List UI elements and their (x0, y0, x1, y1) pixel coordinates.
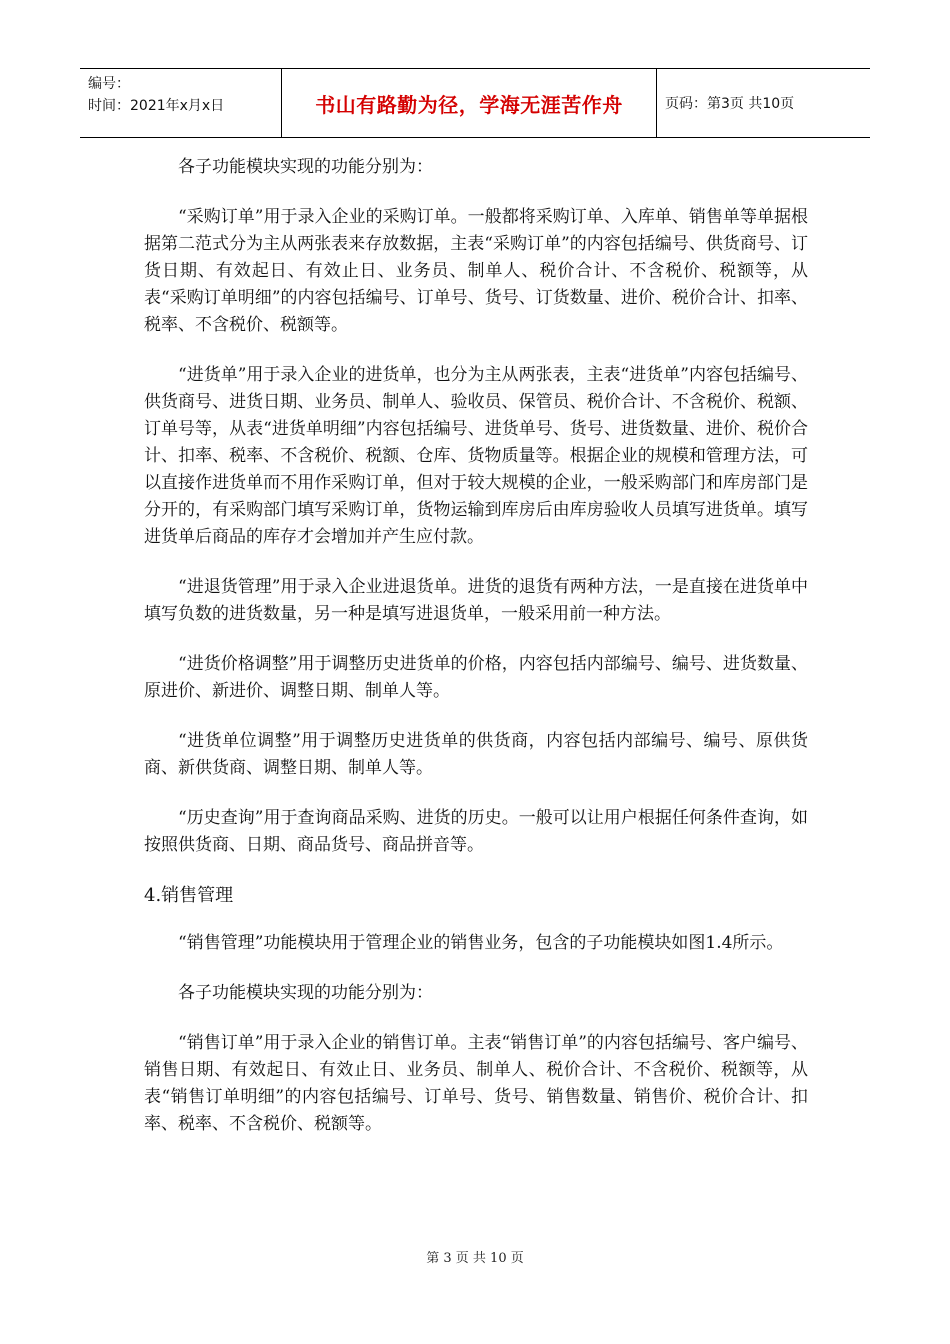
paragraph-goods-receipt: “进货单”用于录入企业的进货单，也分为主从两张表，主表“进货单”内容包括编号、供货商号、进货日期、业务员、制单人、验收员、保管员、税价合计、不含税价、税额、订单号等，从表“进货单明细”内容包括编号、进货单号、货号、进货数量、进价、税价合计、扣率、税率、不含税价、税额、仓库、货物质量等。根据企业的规模和管理方法，可以直接作进货单而不用作采购订单，但对于较大规模的企业，一般采购部门和库房部门是分开的，有采购部门填写采购订单，货物运输到库房后由库房验收人员填写进货单。填写进货单后商品的库存才会增加并产生应付款。 (144, 365, 808, 547)
document-time-label: 时间：2021年x月x日 (88, 98, 225, 114)
paragraph-sales-order: “销售订单”用于录入企业的销售订单。主表“销售订单”的内容包括编号、客户编号、销售日期、有效起日、有效止日、业务员、制单人、税价合计、不含税价、税额等，从表“销售订单明细”的内容包括编号、订单号、货号、销售数量、销售价、税价合计、扣率、税率、不含税价、税额等。 (144, 1033, 808, 1134)
paragraph-price-adjustment: “进货价格调整”用于调整历史进货单的价格，内容包括内部编号、编号、进货数量、原进价、新进价、调整日期、制单人等。 (144, 654, 808, 701)
paragraph-purchase-order: “采购订单”用于录入企业的采购订单。一般都将采购订单、入库单、销售单等单据根据第二范式分为主从两张表来存放数据，主表“采购订单”的内容包括编号、供货商号、订货日期、有效起日、有效止日、业务员、制单人、税价合计、不含税价、税额等，从表“采购订单明细”的内容包括编号、订单号、货号、订货数量、进价、税价合计、扣率、税率、不含税价、税额等。 (144, 207, 808, 335)
paragraph-history-query: “历史查询”用于查询商品采购、进货的历史。一般可以让用户根据任何条件查询，如按照供货商、日期、商品货号、商品拼音等。 (144, 808, 808, 855)
paragraph-purchase-return: “进退货管理”用于录入企业进退货单。进货的退货有两种方法，一是直接在进货单中填写负数的进货数量，另一种是填写进退货单，一般采用前一种方法。 (144, 577, 808, 624)
document-body (144, 154, 808, 1161)
page-header (80, 68, 870, 138)
document-number-label: 编号： (88, 76, 130, 92)
header-meta (80, 69, 282, 137)
section-heading: 4.销售管理 (144, 885, 234, 906)
header-page-info: 页码：第3页 共10页 (665, 96, 795, 112)
paragraph-supplier-adjustment: “进货单位调整”用于调整历史进货单的供货商，内容包括内部编号、编号、原供货商、新供货商、调整日期、制单人等。 (144, 731, 808, 778)
paragraph-sales-intro: 各子功能模块实现的功能分别为： (178, 983, 433, 1003)
paragraph-sales-management: “销售管理”功能模块用于管理企业的销售业务，包含的子功能模块如图1.4所示。 (178, 933, 784, 953)
header-motto: 书山有路勤为径，学海无涯苦作舟 (282, 69, 657, 137)
paragraph-intro: 各子功能模块实现的功能分别为： (178, 157, 433, 177)
page-footer: 第 3 页 共 10 页 (426, 1251, 524, 1266)
